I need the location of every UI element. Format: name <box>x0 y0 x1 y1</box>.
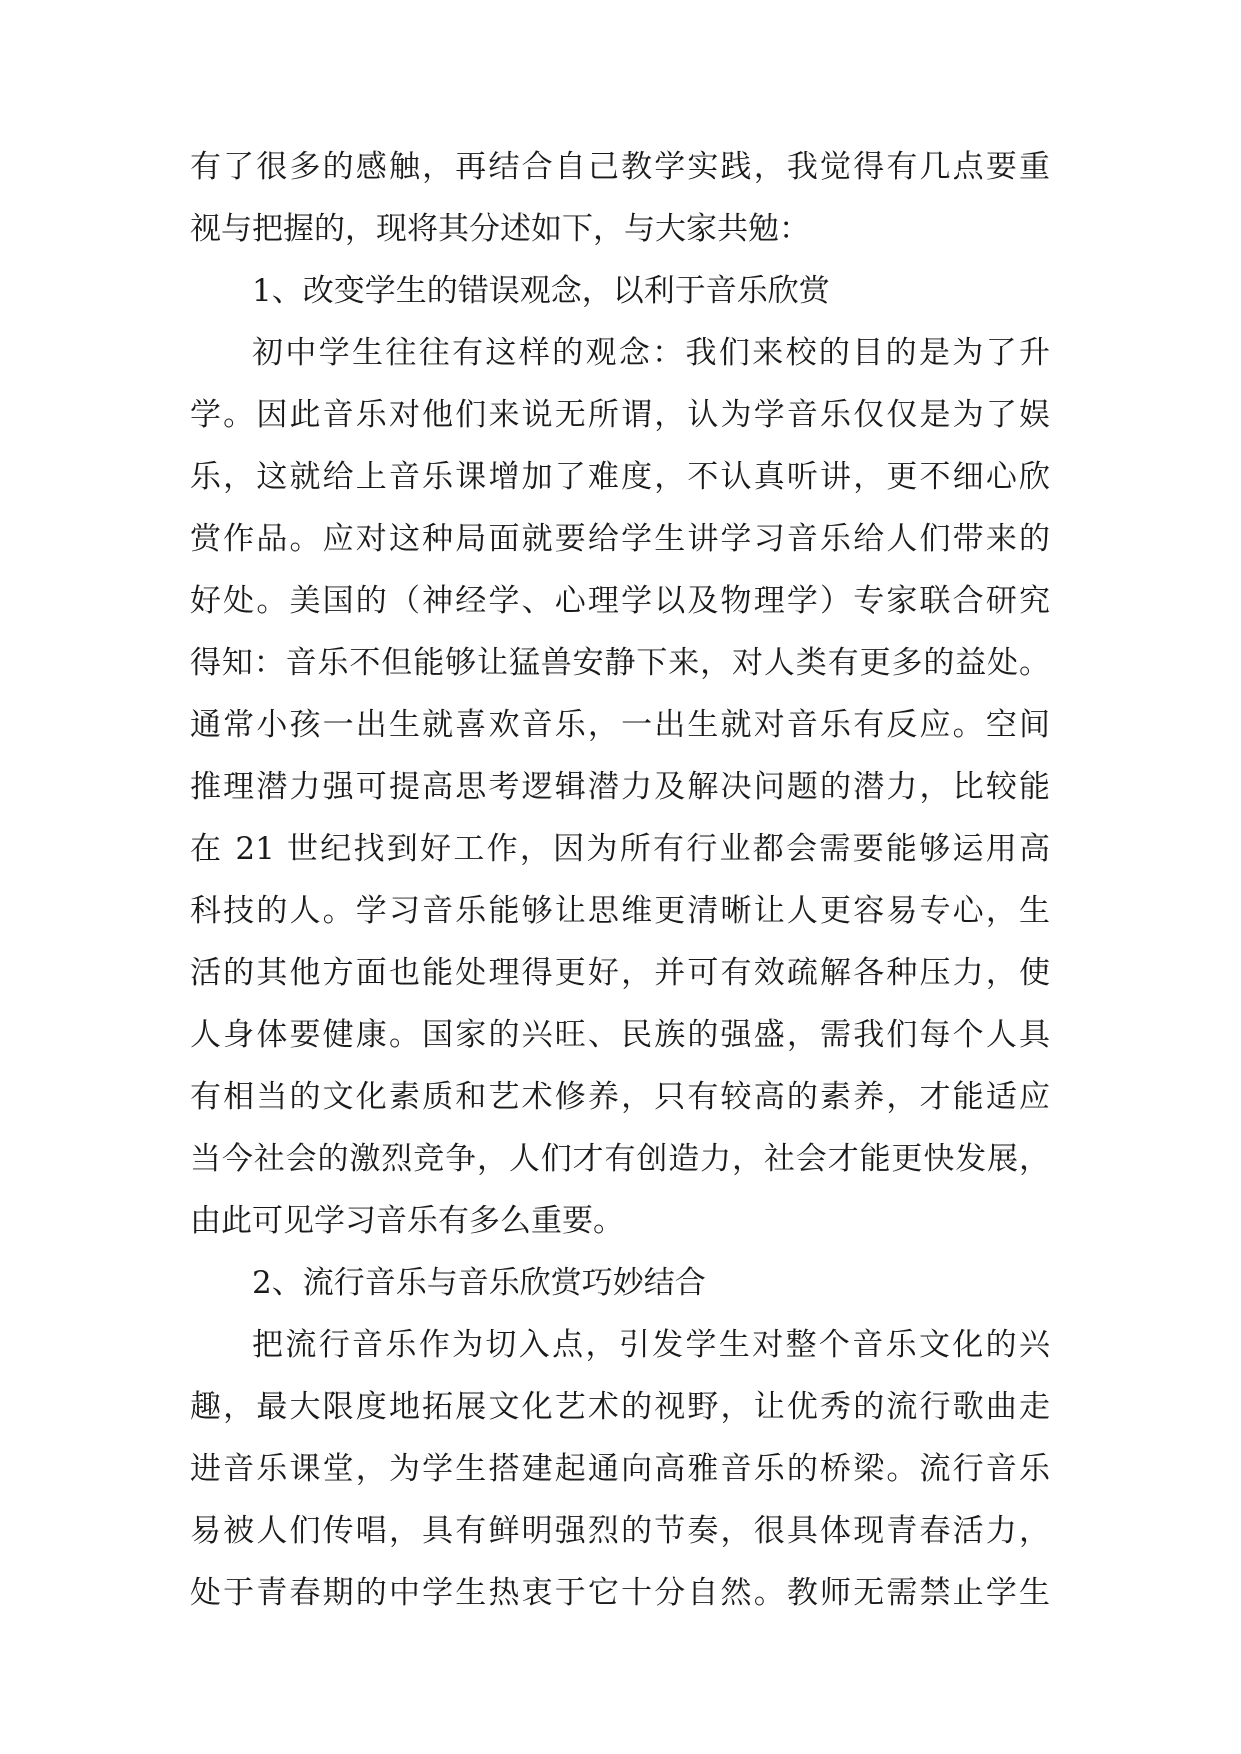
text-line-20: 把流行音乐作为切入点，引发学生对整个音乐文化的兴 <box>252 1327 1050 1363</box>
text-line-16: 有相当的文化素质和艺术修养，只有较高的素养，才能适应 <box>190 1079 1050 1115</box>
text-line-10: 通常小孩一出生就喜欢音乐，一出生就对音乐有反应。空间 <box>190 707 1050 743</box>
text-line-2: 视与把握的，现将其分述如下，与大家共勉： <box>190 211 810 247</box>
text-line-23: 易被人们传唱，具有鲜明强烈的节奏，很具体现青春活力， <box>190 1513 1050 1549</box>
text-line-22: 进音乐课堂，为学生搭建起通向高雅音乐的桥梁。流行音乐 <box>190 1451 1050 1487</box>
text-line-13: 科技的人。学习音乐能够让思维更清晰让人更容易专心，生 <box>190 893 1050 929</box>
text-line-21: 趣，最大限度地拓展文化艺术的视野，让优秀的流行歌曲走 <box>190 1389 1050 1425</box>
text-line-24: 处于青春期的中学生热衷于它十分自然。教师无需禁止学生 <box>190 1575 1050 1611</box>
text-line-9: 得知：音乐不但能够让猛兽安静下来，对人类有更多的益处。 <box>190 645 1050 681</box>
text-line-1: 有了很多的感触，再结合自己教学实践，我觉得有几点要重 <box>190 149 1050 185</box>
text-line-11: 推理潜力强可提高思考逻辑潜力及解决问题的潜力，比较能 <box>190 769 1050 805</box>
section-heading-2: 2、流行音乐与音乐欣赏巧妙结合 <box>252 1265 706 1301</box>
text-line-6: 乐，这就给上音乐课增加了难度，不认真听讲，更不细心欣 <box>190 459 1050 495</box>
text-line-5: 学。因此音乐对他们来说无所谓，认为学音乐仅仅是为了娱 <box>190 397 1050 433</box>
text-line-15: 人身体要健康。国家的兴旺、民族的强盛，需我们每个人具 <box>190 1017 1050 1053</box>
text-line-4: 初中学生往往有这样的观念：我们来校的目的是为了升 <box>252 335 1050 371</box>
text-line-18: 由此可见学习音乐有多么重要。 <box>190 1203 624 1239</box>
section-heading-1: 1、改变学生的错误观念，以利于音乐欣赏 <box>252 273 830 309</box>
text-line-8: 好处。美国的（神经学、心理学以及物理学）专家联合研究 <box>190 583 1050 619</box>
text-line-7: 赏作品。应对这种局面就要给学生讲学习音乐给人们带来的 <box>190 521 1050 557</box>
text-line-14: 活的其他方面也能处理得更好，并可有效疏解各种压力，使 <box>190 955 1050 991</box>
text-line-17: 当今社会的激烈竞争，人们才有创造力，社会才能更快发展， <box>190 1141 1050 1177</box>
text-line-12: 在 21 世纪找到好工作，因为所有行业都会需要能够运用高 <box>190 831 1050 867</box>
